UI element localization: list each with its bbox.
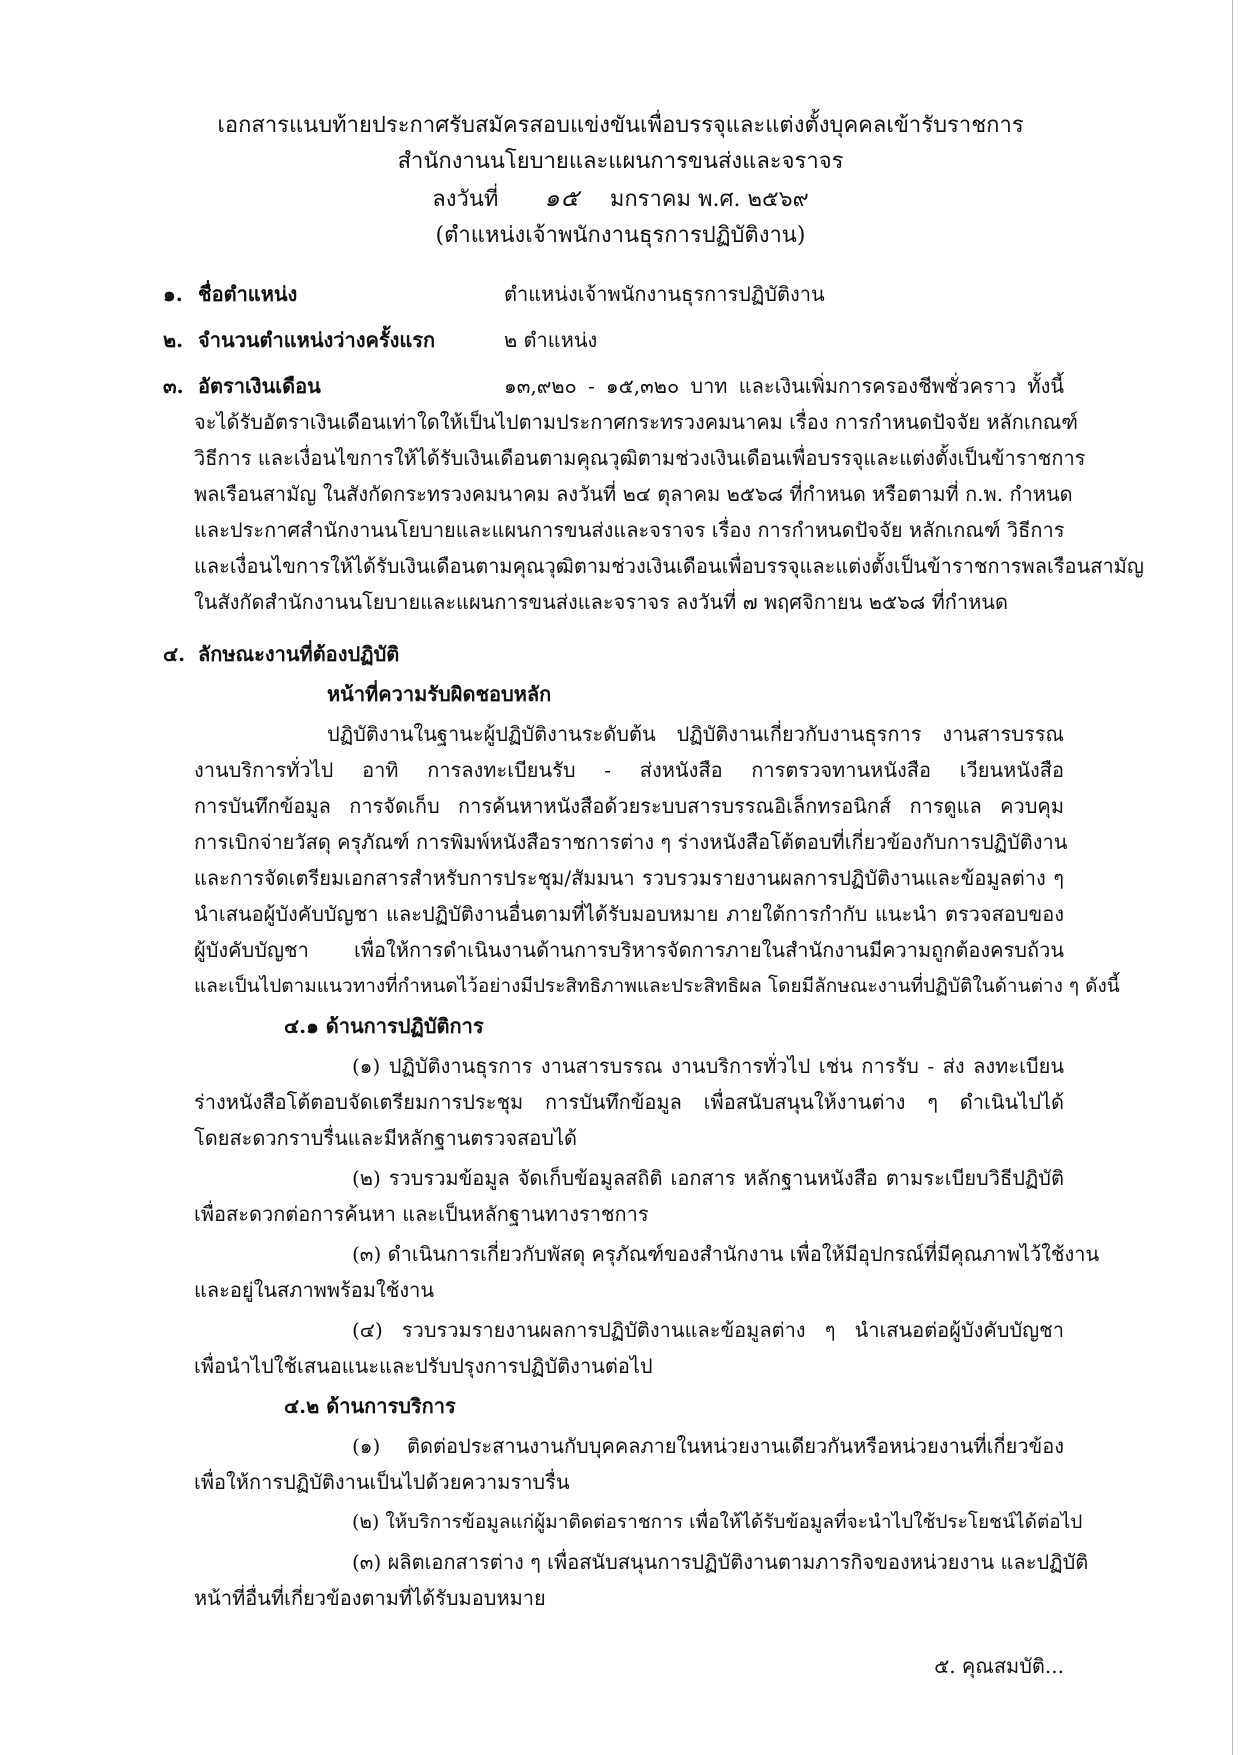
- responsibility-line: และการจัดเตรียมเอกสารสำหรับการประชุม/สัมมนา รวบรวมรายงานผลการปฏิบัติงานและข้อมูลต่าง ๆ: [194, 866, 1064, 890]
- responsibility-line: การเบิกจ่ายวัสดุ ครุภัณฑ์ การพิมพ์หนังสือราชการต่าง ๆ ร่างหนังสือโต้ตอบที่เกี่ยวข้องกับการปฏิบัติงาน: [194, 830, 1068, 854]
- operations-item-line: (๑) ปฏิบัติงานธุรการ งานสารบรรณ งานบริการทั่วไป เช่น การรับ - ส่ง ลงทะเบียน: [352, 1054, 1064, 1078]
- responsibility-line: นำเสนอผู้บังคับบัญชา และปฏิบัติงานอื่นตามที่ได้รับมอบหมาย ภายใต้การกำกับ แนะนำ ตรวจสอบของ: [194, 902, 1064, 926]
- section-3-number: ๓.: [163, 374, 184, 398]
- service-item-line: หน้าที่อื่นที่เกี่ยวข้องตามที่ได้รับมอบหมาย: [194, 1586, 546, 1610]
- operations-item-line: (๒) รวบรวมข้อมูล จัดเก็บข้อมูลสถิติ เอกสาร หลักฐานหนังสือ ตามระเบียบวิธีปฏิบัติ: [352, 1166, 1064, 1190]
- responsibility-line: การบันทึกข้อมูล การจัดเก็บ การค้นหาหนังสือด้วยระบบสารบรรณอิเล็กทรอนิกส์ การดูแล ควบคุม: [194, 794, 1064, 818]
- section-3-line: ในสังกัดสำนักงานนโยบายและแผนการขนส่งและจราจร ลงวันที่ ๗ พฤศจิกายน ๒๕๖๘ ที่กำหนด: [194, 590, 1008, 614]
- section-3-line: วิธีการ และเงื่อนไขการให้ได้รับเงินเดือนตามคุณวุฒิตามช่วงเงินเดือนเพื่อบรรจุและแต่งตั้งเป็นข้าราชการ: [194, 446, 1086, 470]
- operations-item-line: โดยสะดวกราบรื่นและมีหลักฐานตรวจสอบได้: [194, 1126, 578, 1150]
- header-date-line: [0, 184, 1241, 214]
- handwritten-day: ๑๕: [544, 184, 580, 212]
- operations-item-line: (๓) ดำเนินการเกี่ยวกับพัสดุ ครุภัณฑ์ของสำนักงาน เพื่อให้มีอุปกรณ์ที่มีคุณภาพไว้ใช้งาน: [352, 1242, 1100, 1266]
- operations-item-line: (๔) รวบรวมรายงานผลการปฏิบัติงานและข้อมูลต่าง ๆ นำเสนอต่อผู้บังคับบัญชา: [352, 1318, 1064, 1342]
- date-prefix: ลงวันที่: [432, 187, 499, 212]
- section-2-value: ๒ ตำแหน่ง: [504, 328, 598, 352]
- section-1-number: ๑.: [163, 282, 183, 306]
- operations-item-line: เพื่อนำไปใช้เสนอแนะและปรับปรุงการปฏิบัติงานต่อไป: [194, 1354, 653, 1378]
- service-item-line: เพื่อให้การปฏิบัติงานเป็นไปด้วยความราบรื่น: [194, 1470, 570, 1494]
- header-line-2: สำนักงานนโยบายและแผนการขนส่งและจราจร: [397, 149, 844, 174]
- responsibility-line: และเป็นไปตามแนวทางที่กำหนดไว้อย่างมีประสิทธิภาพและประสิทธิผล โดยมีลักษณะงานที่ปฏิบัติในด้านต่าง ๆ ดังนี้: [194, 975, 1120, 997]
- header-line-1: เอกสารแนบท้ายประกาศรับสมัครสอบแข่งขันเพื่อบรรจุและแต่งตั้งบุคคลเข้ารับราชการ: [217, 113, 1024, 138]
- responsibility-line: งานบริการทั่วไป อาทิ การลงทะเบียนรับ - ส่งหนังสือ การตรวจทานหนังสือ เวียนหนังสือ: [194, 758, 1064, 782]
- header-position-line: (ตำแหน่งเจ้าพนักงานธุรการปฏิบัติงาน): [435, 223, 806, 248]
- date-rest: มกราคม พ.ศ. ๒๕๖๙: [609, 187, 809, 212]
- service-item-line: (๓) ผลิตเอกสารต่าง ๆ เพื่อสนับสนุนการปฏิบัติงานตามภารกิจของหน่วยงาน และปฏิบัติ: [352, 1550, 1089, 1574]
- section-3-line: และประกาศสำนักงานนโยบายและแผนการขนส่งและจราจร เรื่อง การกำหนดปัจจัย หลักเกณฑ์ วิธีการ: [194, 518, 1065, 542]
- continuation-marker: ๕. คุณสมบัติ...: [934, 1654, 1064, 1678]
- section-3-line: และเงื่อนไขการให้ได้รับเงินเดือนตามคุณวุฒิตามช่วงเงินเดือนเพื่อบรรจุและแต่งตั้งเป็นข้าราชการพลเรือนสามัญ: [194, 554, 1144, 578]
- section-3-line: จะได้รับอัตราเงินเดือนเท่าใดให้เป็นไปตามประกาศกระทรวงคมนาคม เรื่อง การกำหนดปัจจัย หลักเกณฑ์: [194, 410, 1078, 434]
- responsibility-line: ปฏิบัติงานในฐานะผู้ปฏิบัติงานระดับต้น ปฏิบัติงานเกี่ยวกับงานธุรการ งานสารบรรณ: [327, 722, 1064, 746]
- section-3-value: ๑๓,๙๒๐ - ๑๕,๓๒๐ บาท และเงินเพิ่มการครองชีพชั่วคราว ทั้งนี้: [504, 374, 1064, 398]
- section-3-line: พลเรือนสามัญ ในสังกัดกระทรวงคมนาคม ลงวันที่ ๒๔ ตุลาคม ๒๕๖๘ ที่กำหนด หรือตามที่ ก.พ. กำหนด: [194, 482, 1073, 506]
- operations-item-line: และอยู่ในสภาพพร้อมใช้งาน: [194, 1278, 434, 1302]
- section-2-number: ๒.: [163, 328, 184, 352]
- section-4-subheading: หน้าที่ความรับผิดชอบหลัก: [327, 682, 552, 706]
- section-1-label: ชื่อตำแหน่ง: [198, 282, 298, 306]
- subsection-4-1-title: ๔.๑ ด้านการปฏิบัติการ: [284, 1014, 484, 1038]
- service-item-line: (๒) ให้บริการข้อมูลแก่ผู้มาติดต่อราชการ เพื่อให้ได้รับข้อมูลที่จะนำไปใช้ประโยชน์ได้ต่อไป: [352, 1511, 1083, 1533]
- section-4-number: ๔.: [163, 642, 186, 666]
- section-1-value: ตำแหน่งเจ้าพนักงานธุรการปฏิบัติงาน: [504, 282, 825, 306]
- subsection-4-2-title: ๔.๒ ด้านการบริการ: [284, 1394, 456, 1418]
- section-2-label: จำนวนตำแหน่งว่างครั้งแรก: [198, 328, 436, 352]
- section-4-label: ลักษณะงานที่ต้องปฏิบัติ: [198, 642, 400, 666]
- service-item-line: (๑) ติดต่อประสานงานกับบุคคลภายในหน่วยงานเดียวกันหรือหน่วยงานที่เกี่ยวข้อง: [352, 1434, 1064, 1458]
- section-3-label: อัตราเงินเดือน: [198, 374, 321, 398]
- operations-item-line: เพื่อสะดวกต่อการค้นหา และเป็นหลักฐานทางราชการ: [194, 1202, 649, 1226]
- operations-item-line: ร่างหนังสือโต้ตอบจัดเตรียมการประชุม การบันทึกข้อมูล เพื่อสนับสนุนให้งานต่าง ๆ ดำเนินไปได้: [194, 1090, 1064, 1114]
- scan-edge-line: [1232, 0, 1233, 1755]
- responsibility-line: ผู้บังคับบัญชา เพื่อให้การดำเนินงานด้านการบริหารจัดการภายในสำนักงานมีความถูกต้องครบถ้วน: [194, 938, 1064, 962]
